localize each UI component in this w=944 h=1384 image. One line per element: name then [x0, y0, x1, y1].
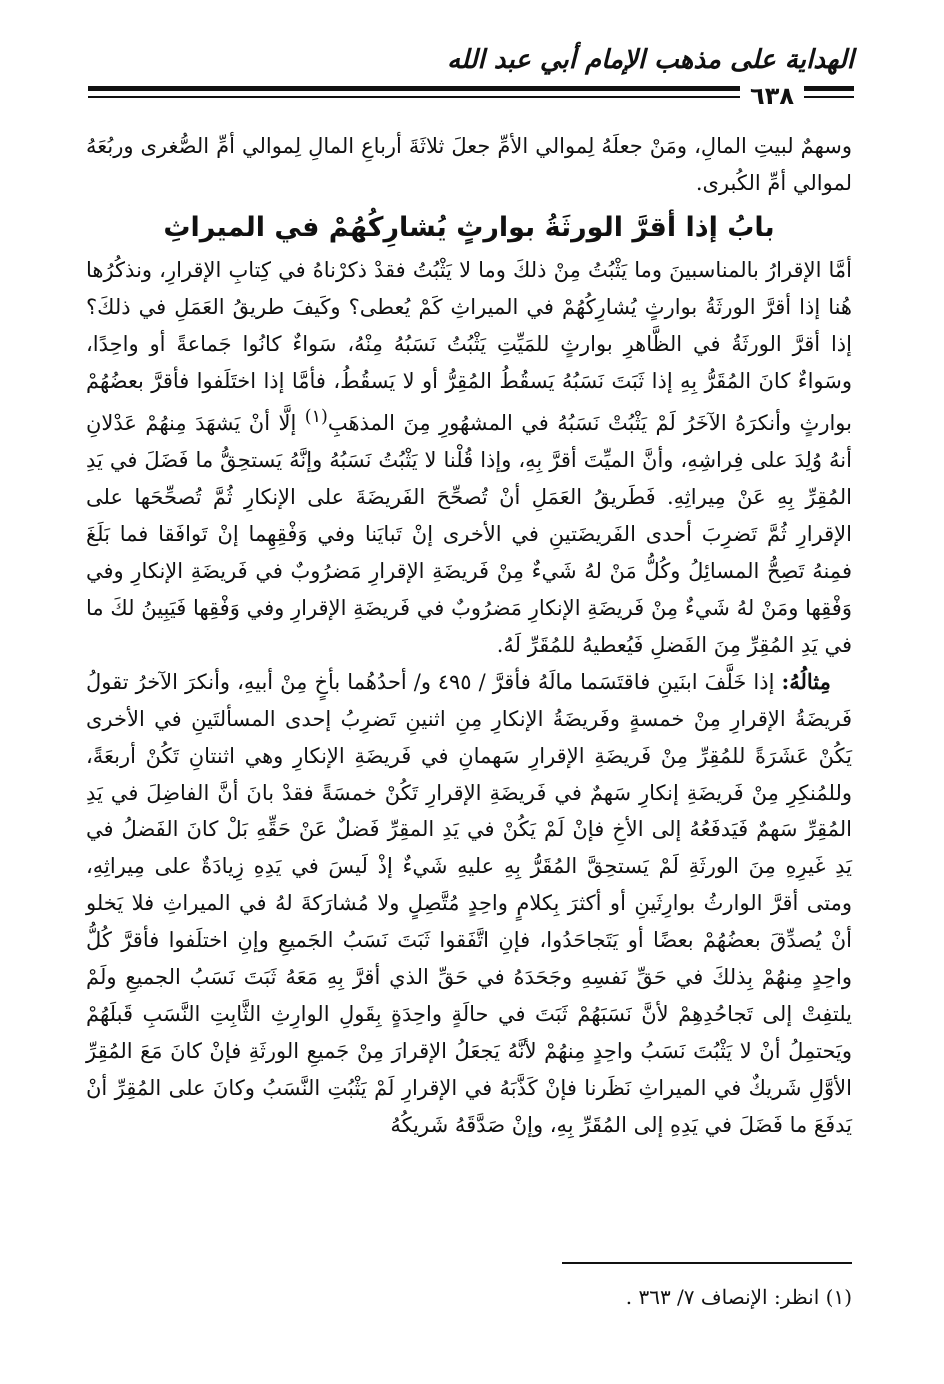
paragraph-intro-text: أمَّا الإقرارُ بالمناسبينَ وما يَثْبُتُ مِنْ ذلكَ وما لا يَثْبُتُ فقدْ ذكرْناهُ في كِتابِ الإقرارِ، ونذكُرُها هُنا إذا أقرَّ الورثَةُ بوارثٍ يُشارِكُهُمْ في الميراثِ كَمْ يُعطى؟ وكَيفَ طريقُ العَمَلِ في ذلكَ؟ إذا أقرَّ الورثَةُ في الظَّاهرِ بوارثٍ للمَيِّتِ يَثْبُتُ نَسَبُهُ مِنْهُ، سَواءٌ كانُوا جَماعةً أو واحِدًا، وسَواءٌ كانَ المُقَرُّ بِهِ إذا ثَبَتَ نَسَبُهُ يَسقُطُ المُقِرُّ أو لا يَسقُطُ، فأمَّا إذا اختَلَفوا فأقرَّ بعضُهُمْ بوارثٍ وأنكرَهُ الآخَرُ لَمْ يَثْبُتْ نَسَبُهُ في المشهُورِ مِنَ المذهَبِ: [86, 257, 852, 436]
footnote-marker: (١): [304, 407, 328, 428]
footnote: (١) انظر: الإنصاف ٧/ ٣٦٣ .: [625, 1285, 852, 1309]
paragraph-intro-rest: إلَّا أنْ يَشهَدَ مِنهُمْ عَدْلانِ أنهُ وُلِدَ على فِراشِهِ، وأنَّ الميِّتَ أقرَّ بِهِ، وإذا قُلْنا لا يَثْبُتُ نَسَبُهُ وإنَّهُ يَستحِقُّ ما فَضَلَ في يَدِ المُقِرِّ بِهِ عَنْ مِيراثِهِ. فَطَريقُ العَمَلِ أنْ تُصحِّحَ الفَريضَةَ على الإنكارِ ثُمَّ تُصحِّحَها على الإقرارِ ثُمَّ تَضرِبَ أحدى الفَريضَتينِ في الأخرى إنْ تَبايَنا وفي وَفْقِهِما إنْ تَوافَقا فما بَلَغَ فمِنهُ تَصِحُّ المسائِلُ وكُلُّ مَنْ لهُ شَيءٌ مِنْ فَريضَةِ الإقرارِ مَضرُوبٌ في فَريضَةِ الإنكارِ وفي وَفْقِها ومَنْ لهُ شَيءٌ مِنْ فَريضَةِ الإنكارِ مَضرُوبٌ في فَريضَةِ الإقرارِ وفي وَفْقِها فَيَبِينُ لكَ ما في يَدِ المُقِرِّ مِنَ الفَضلِ فَيُعطيهُ للمُقَرِّ لَهُ.: [86, 411, 852, 657]
footnote-rule: [562, 1262, 852, 1264]
paragraph-continuation: وسهمٌ لبيتِ المالِ، ومَنْ جعلَهُ لِموالي الأمِّ جعلَ ثلاثَةَ أرباعِ المالِ لِموالي أمِّ الصُّغرى وربُعَهُ لموالي أمِّ الكُبرى.: [86, 134, 852, 195]
example-label: مِثالُهُ:: [781, 668, 831, 694]
paragraph-intro: [86, 252, 852, 664]
running-title: الهداية على مذهب الإمام أبي عبد الله: [447, 45, 854, 75]
chapter-heading: بابُ إذا أقرَّ الورثَةُ بوارثٍ يُشارِكُهُمْ في الميراثِ: [163, 211, 775, 243]
body-text: [86, 128, 852, 1144]
paragraph-example-text: إذا خَلَّفَ ابنَينِ فاقتَسَما مالَهُ فأقرَّ / ٤٩٥ و/ أحدُهُما بأخٍ مِنْ أبيهِ، وأنكرَ الآخرُ تقولُ فَريضَةُ الإقرارِ مِنْ خمسةٍ وفَريضَةُ الإنكارِ مِنِ اثنينِ تَضرِبُ إحدى المسألتَينِ في الأخرى يَكُنْ عَشَرَةً للمُقِرِّ مِنْ فَريضَةِ الإقرارِ سَهمانِ في فَريضَةِ الإنكارِ وهي اثنتانِ تَكُنْ أربعَةً، وللمُنكِرِ مِنْ فَريضَةِ إنكارِ سَهمٌ في فَريضَةِ الإقرارِ تَكُنْ خمسَةً فقدْ بانَ أنَّ الفاضِلَ في يَدِ المُقِرِّ سَهمٌ فَيَدفَعُهُ إلى الأخِ فإنْ لَمْ يَكُنْ في يَدِ المقِرِّ فَضلٌ عَنْ حَقِّهِ بَلْ كانَ الفَضلُ في يَدِ غَيرِهِ مِنَ الورثَةِ لَمْ يَستحِقَّ المُقَرُّ بِهِ عليهِ شَيءٌ إذْ لَيسَ في يَدِهِ زِيادَةٌ على مِيراثِهِ، ومتى أقرَّ الوارثُ بوارِثَينِ أو أكثرَ بِكلامٍ واحِدٍ مُتَّصِلٍ ولا مُشارَكةَ لهُ في الميراثِ فلا يَخلو أنْ يُصدِّقَ بعضُهُمْ بعضًا أو يَتَجاحَدُوا، فإنِ اتَّفَقوا ثَبَتَ نَسَبُ الجَميعِ وإنِ اختلَفوا فأقرَّ كُلُّ واحِدٍ مِنهُمْ بِذلكَ في حَقِّ نَفسِهِ وجَحَدَهُ في حَقِّ الذي أقرَّ بِهِ مَعَهُ ثَبَتَ نَسَبُ الجميعِ ولَمْ يلتفِتْ إلى تَجاحُدِهِمْ لأنَّ نَسَبَهُمْ ثَبَتَ في حالَةٍ واحِدَةٍ بِقَولِ الوارِثِ الثَّابِتِ النَّسَبِ قَبلَهُمْ ويَحتمِلُ أنْ لا يَثْبُتَ نَسَبُ واحِدٍ مِنهُمْ لأنَّهُ يَجعَلُ الإقرارَ مِنْ جَميعِ الورثَةِ فإنْ كانَ مَعَ المُقِرِّ الأوَّلِ شَريكٌ في الميراثِ نَظَرنا فإنْ كَذَّبَهُ في الإقرارِ لَمْ يَثْبُتِ النَّسَبُ وكانَ على المُقِرِّ أنْ يَدفَعَ ما فَضَلَ في يَدِهِ إلى المُقَرِّ بِهِ، وإنْ صَدَّقَهُ شَريكُهُ: [86, 669, 852, 1137]
paragraph-example: [86, 664, 852, 1144]
page-number: ٦٣٨: [740, 82, 804, 110]
